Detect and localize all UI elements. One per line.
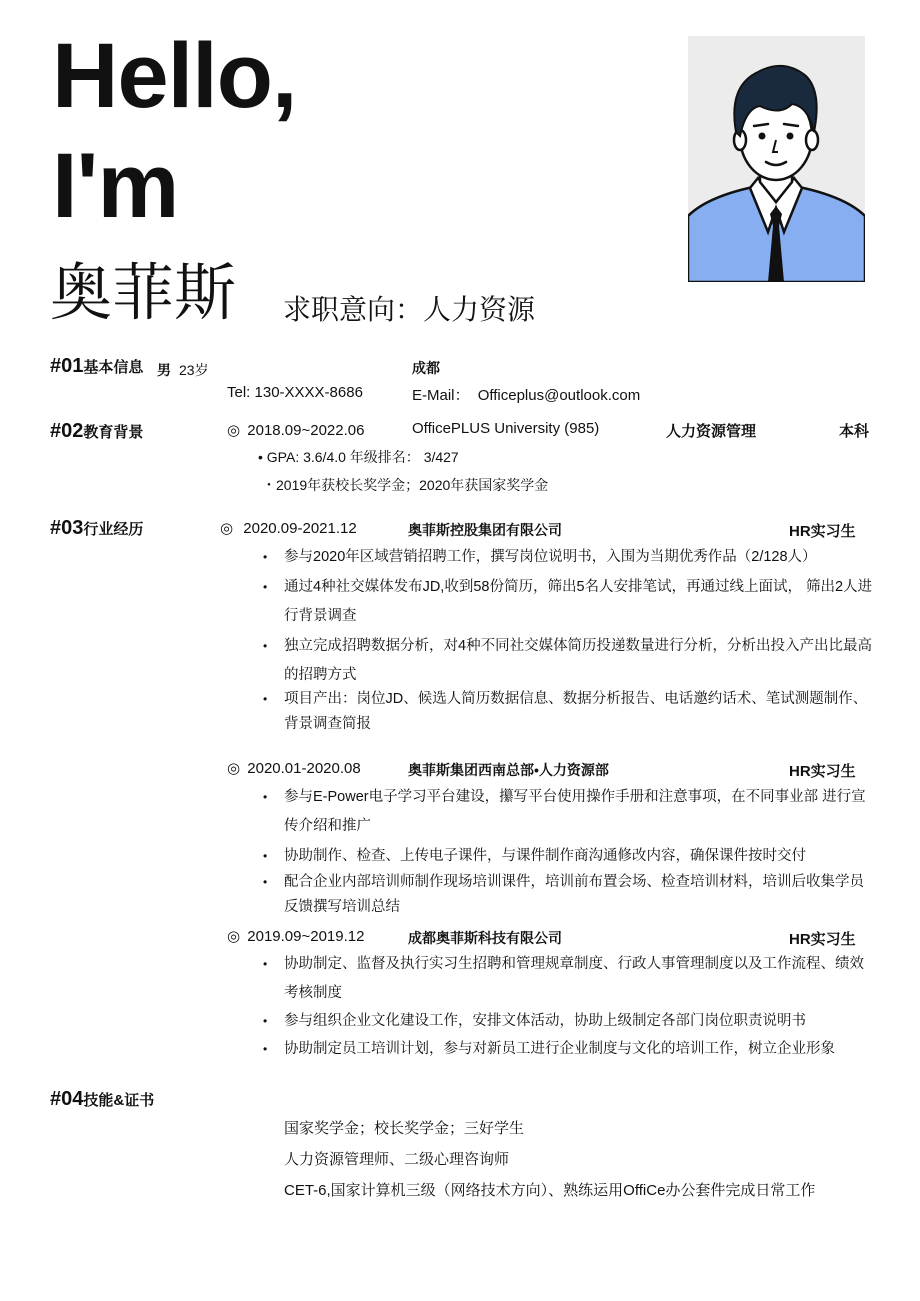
- age: 23岁: [179, 362, 209, 378]
- section-number: #04: [50, 1088, 84, 1110]
- job-item: • 通过4种社交媒体发布JD,收到58份简历，筛出5名人安排笔试，再通过线上面试， 筛出2人进行背景调查: [284, 573, 874, 631]
- phone: Tel: 130-XXXX-8686: [227, 384, 363, 401]
- bullet-icon: •: [263, 550, 268, 564]
- education-period: [227, 421, 364, 439]
- period-text: 2020.01-2020.08: [247, 760, 361, 777]
- job-item: • 独立完成招聘数据分析，对4种不同社交媒体简历投递数量进行分析，分析出投入产出比最高的招聘方式: [284, 632, 874, 690]
- email-value: Officeplus@outlook.com: [477, 387, 641, 404]
- major: 人力资源管理: [666, 423, 757, 440]
- hello-line-1: Hello,: [52, 25, 297, 127]
- profile-photo: [688, 36, 865, 282]
- job-item: • 项目产出：岗位JD、候选人简历数据信息、数据分析报告、电话邀约话术、笔试测题制作、背景调查简报: [284, 687, 874, 737]
- period-mark-icon: ◎: [227, 928, 241, 945]
- bullet-icon: •: [263, 790, 268, 804]
- job-period: [227, 927, 364, 945]
- email-row: [412, 384, 640, 405]
- job-role: HR实习生: [789, 931, 856, 948]
- hello-line-2: I'm: [52, 135, 179, 237]
- section-basic-heading: [50, 355, 143, 378]
- job-item: • 协助制定、监督及执行实习生招聘和管理规章制度、行政人事管理制度以及工作流程、绩效考核制度: [284, 950, 874, 1008]
- section-experience-heading: [50, 517, 143, 540]
- job-item: • 参与2020年区域营销招聘工作，撰写岗位说明书，入围为当期优秀作品（2/128人）: [284, 543, 874, 572]
- skill-line: CET-6,国家计算机三级（网络技术方向）、熟练运用OffiCe办公套件完成日常工作: [284, 1182, 816, 1199]
- period-mark-icon: ◎: [220, 520, 234, 537]
- bullet-icon: •: [263, 639, 268, 653]
- job-intent: 求职意向：人力资源: [283, 293, 536, 326]
- job-item: • 配合企业内部培训师制作现场培训课件，培训前布置会场、检查培训材料，培训后收集学员反馈撰写培训总结: [284, 870, 874, 920]
- degree: 本科: [839, 423, 870, 440]
- bullet-icon: •: [263, 580, 268, 594]
- period-text: 2018.09~2022.06: [247, 422, 365, 439]
- bullet-icon: •: [263, 1014, 268, 1028]
- bullet-icon: •: [263, 1042, 268, 1056]
- section-title: 基本信息: [83, 359, 144, 376]
- skill-line: 国家奖学金；校长奖学金；三好学生: [284, 1120, 525, 1137]
- section-number: #03: [50, 517, 84, 539]
- section-title: 行业经历: [83, 521, 144, 538]
- job-item: • 协助制定员工培训计划，参与对新员工进行企业制度与文化的培训工作，树立企业形象: [284, 1035, 874, 1064]
- bullet-icon: •: [263, 875, 268, 889]
- candidate-name: 奥菲斯: [50, 256, 237, 329]
- bullet-icon: •: [263, 849, 268, 863]
- email-label: E-Mail：: [412, 387, 470, 404]
- gender: 男: [157, 362, 171, 378]
- bullet-icon: •: [263, 692, 268, 706]
- job-role: HR实习生: [789, 763, 856, 780]
- city: 成都: [412, 360, 440, 376]
- skill-line: 人力资源管理师、二级心理咨询师: [284, 1151, 510, 1168]
- section-education-heading: [50, 420, 143, 443]
- job-period: [220, 519, 357, 537]
- school: OfficePLUS University (985): [412, 420, 600, 437]
- section-number: #02: [50, 420, 84, 442]
- section-number: #01: [50, 355, 84, 377]
- scholarships: ・2019年获校长奖学金；2020年获国家奖学金: [262, 477, 549, 493]
- job-role: HR实习生: [789, 523, 856, 540]
- section-title: 技能&证书: [83, 1092, 155, 1109]
- job-item: • 参与E-Power电子学习平台建设，攥写平台使用操作手册和注意事项，在不同事业部 进行宣传介绍和推广: [284, 783, 874, 841]
- period-mark-icon: ◎: [227, 760, 241, 777]
- section-skills-heading: [50, 1088, 154, 1111]
- job-company: 奥菲斯集团西南总部•人力资源部: [408, 762, 609, 778]
- job-item: • 协助制作、检查、上传电子课件，与课件制作商沟通修改内容，确保课件按时交付: [284, 842, 874, 871]
- job-company: 奥菲斯控股集团有限公司: [408, 522, 562, 538]
- gpa: • GPA: 3.6/4.0 年级排名： 3/427: [258, 449, 459, 465]
- period-text: 2019.09~2019.12: [247, 928, 365, 945]
- section-title: 教育背景: [83, 424, 144, 441]
- period-text: 2020.09-2021.12: [243, 520, 357, 537]
- period-mark-icon: ◎: [227, 422, 241, 439]
- avatar-illustration: [688, 36, 865, 282]
- job-company: 成都奥菲斯科技有限公司: [408, 930, 562, 946]
- job-item: • 参与组织企业文化建设工作，安排文体活动，协助上级制定各部门岗位职责说明书: [284, 1007, 874, 1036]
- job-period: [227, 759, 361, 777]
- bullet-icon: •: [263, 957, 268, 971]
